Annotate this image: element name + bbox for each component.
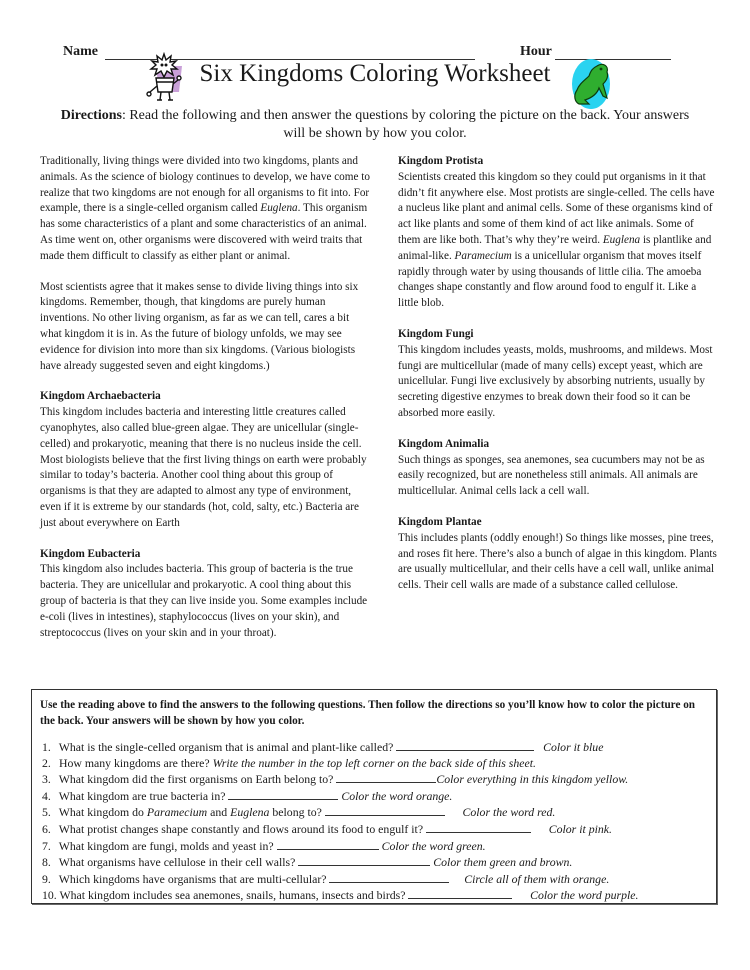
question-1: 1. What is the single-celled organism that is animal and plant-like called? Color it blue [42, 740, 604, 754]
section-heading: Kingdom Archaebacteria [40, 390, 161, 403]
section-eubacteria [40, 547, 370, 642]
section-text: Scientists created this kingdom so they could put organisms in it that didn’t fit anywhere else. Most protists are single-celled. The cells have a nucleus like plant and animal cells. Some of these organisms kind of act like plants and some of them kind of act like animals. Some of them are like both. That’s why they’re weird. Euglena is plantlike and animal-like. Paramecium is a unicellular organism that moves itself rapidly through water by using thousands of little cilia. The amoeba changes shape constantly and flow around food to engulf it. Like a little blob. [398, 170, 715, 310]
intro-paragraph-1: Traditionally, living things were divided into two kingdoms, plants and animals. As the science of biology continues to develop, we have come to realize that two kingdoms are not enough for all organisms to fit into. For example, there is a single-celled organism called Euglena. This organism has some characteristics of a plant and some characteristics of an animal. As time went on, other organisms were discovered with weird traits that made them difficult to classify as either plant or animal. [40, 155, 370, 262]
answer-blank[interactable] [329, 871, 449, 883]
section-heading: Kingdom Fungi [398, 327, 474, 340]
question-9: 9. Which kingdoms have organisms that are multi-cellular? Circle all of them with orange. [42, 871, 610, 886]
page-title: Six Kingdoms Coloring Worksheet [199, 60, 551, 87]
question-7: 7. What kingdom are fungi, molds and yeast in? Color the word green. [42, 838, 486, 853]
directions-text: : Read the following and then answer the questions by coloring the picture on the back. Your answers will be shown by how you color. [121, 108, 690, 141]
answer-blank[interactable] [336, 771, 436, 783]
section-fungi [398, 327, 718, 422]
section-archaebacteria [40, 389, 370, 531]
answer-blank[interactable] [408, 887, 512, 899]
section-text: This includes plants (oddly enough!) So things like mosses, pine trees, and roses fit here. There’s also a bunch of algae in this kingdom. Plants are usually multicellular, and their cells have a cell wall, unlike animal cells. Their cell walls are made of a substance called cellulose. [398, 531, 717, 592]
section-text: This kingdom also includes bacteria. This group of bacteria is the true bacteria. They are unicellular and prokaryotic. A cool thing about this group of bacteria is that they can live inside you. Some examples include e-coli (lives in intestines), staphylococcus (lives on your skin), and streptococcus (lives on your skin and in your throat). [40, 563, 368, 639]
questions-intro: Use the reading above to find the answers to the following questions. Then follow the directions so you’ll know how to color the picture on the back. Your answers will be shown by how you color. [40, 699, 696, 727]
section-heading: Kingdom Protista [398, 155, 484, 167]
question-10: 10. What kingdom includes sea anemones, snails, humans, insects and birds? Color the word purple. [42, 888, 639, 903]
frog-icon [569, 58, 617, 110]
section-plantae [398, 515, 718, 594]
section-heading: Kingdom Animalia [398, 437, 490, 450]
reading-right-column [398, 154, 718, 594]
name-label: Name [63, 44, 98, 59]
question-list [42, 739, 712, 904]
question-4: 4. What kingdom are true bacteria in? Color the word orange. [42, 788, 453, 803]
question-5: 5. What kingdom do Paramecium and Euglena belong to? Color the word red. [42, 805, 556, 820]
section-text: This kingdom includes bacteria and interesting little creatures called cyanophytes, also called blue-green algae. They are unicellular (single-celled) and prokaryotic, meaning that there is no nucleus inside the cell. Most biologists believe that the first living things on earth were probably similar to today’s bacteria. Another cool thing about this group of organisms is that they are adapted to almost any type of environment, even if it is extreme by our standards (hot, cold, salty, etc.) Bacteria are just about everywhere on Earth [40, 406, 367, 529]
directions-label: Directions [60, 108, 122, 123]
questions-box [31, 689, 717, 904]
hour-label: Hour [520, 44, 552, 59]
section-protista [398, 154, 718, 312]
answer-blank[interactable] [298, 854, 430, 866]
question-2: 2. How many kingdoms are there? Write the number in the top left corner on the back side of this sheet. [42, 755, 536, 770]
section-heading: Kingdom Plantae [398, 515, 482, 528]
question-3: 3. What kingdom did the first organisms on Earth belong to? Color everything in this kingdom yellow. [42, 772, 629, 787]
section-text: Such things as sponges, sea anemones, sea cucumbers may not be as easily recognized, but are nonetheless still animals. All animals are multicellular. Animal cells lack a cell wall. [398, 453, 705, 498]
question-8: 8. What organisms have cellulose in their cell walls? Color them green and brown. [42, 855, 573, 870]
intro-paragraph-2: Most scientists agree that it makes sense to divide living things into six kingdoms. Remember, though, that kingdoms are purely human inventions. No other living organism, as far as we can tell, cares a bit what kingdom it is in. As the future of biology unfolds, we may see evidence for division into more than six kingdoms. (Various biologists have already suggested seven and eight kingdoms.) [40, 280, 359, 372]
section-animalia [398, 437, 718, 500]
question-6: 6. What protist changes shape constantly and flows around its food to engulf it? Color it pink. [42, 821, 612, 836]
reading-left-column [40, 154, 370, 641]
answer-blank[interactable] [277, 838, 379, 850]
section-heading: Kingdom Eubacteria [40, 547, 141, 560]
euglena-term: Euglena [260, 202, 298, 215]
answer-blank[interactable] [228, 788, 338, 800]
directions [55, 107, 695, 143]
answer-blank[interactable] [426, 821, 531, 833]
answer-blank[interactable] [325, 804, 445, 816]
section-text: This kingdom includes yeasts, molds, mushrooms, and mildews. Most fungi are multicellular (made of many cells) except yeast, which are unicellular. Fungi live exclusively by absorbing nutrients, usually by secreting digestive enzymes to break down their food so it can be absorbed more easily. [398, 343, 713, 419]
answer-blank[interactable] [396, 739, 534, 751]
